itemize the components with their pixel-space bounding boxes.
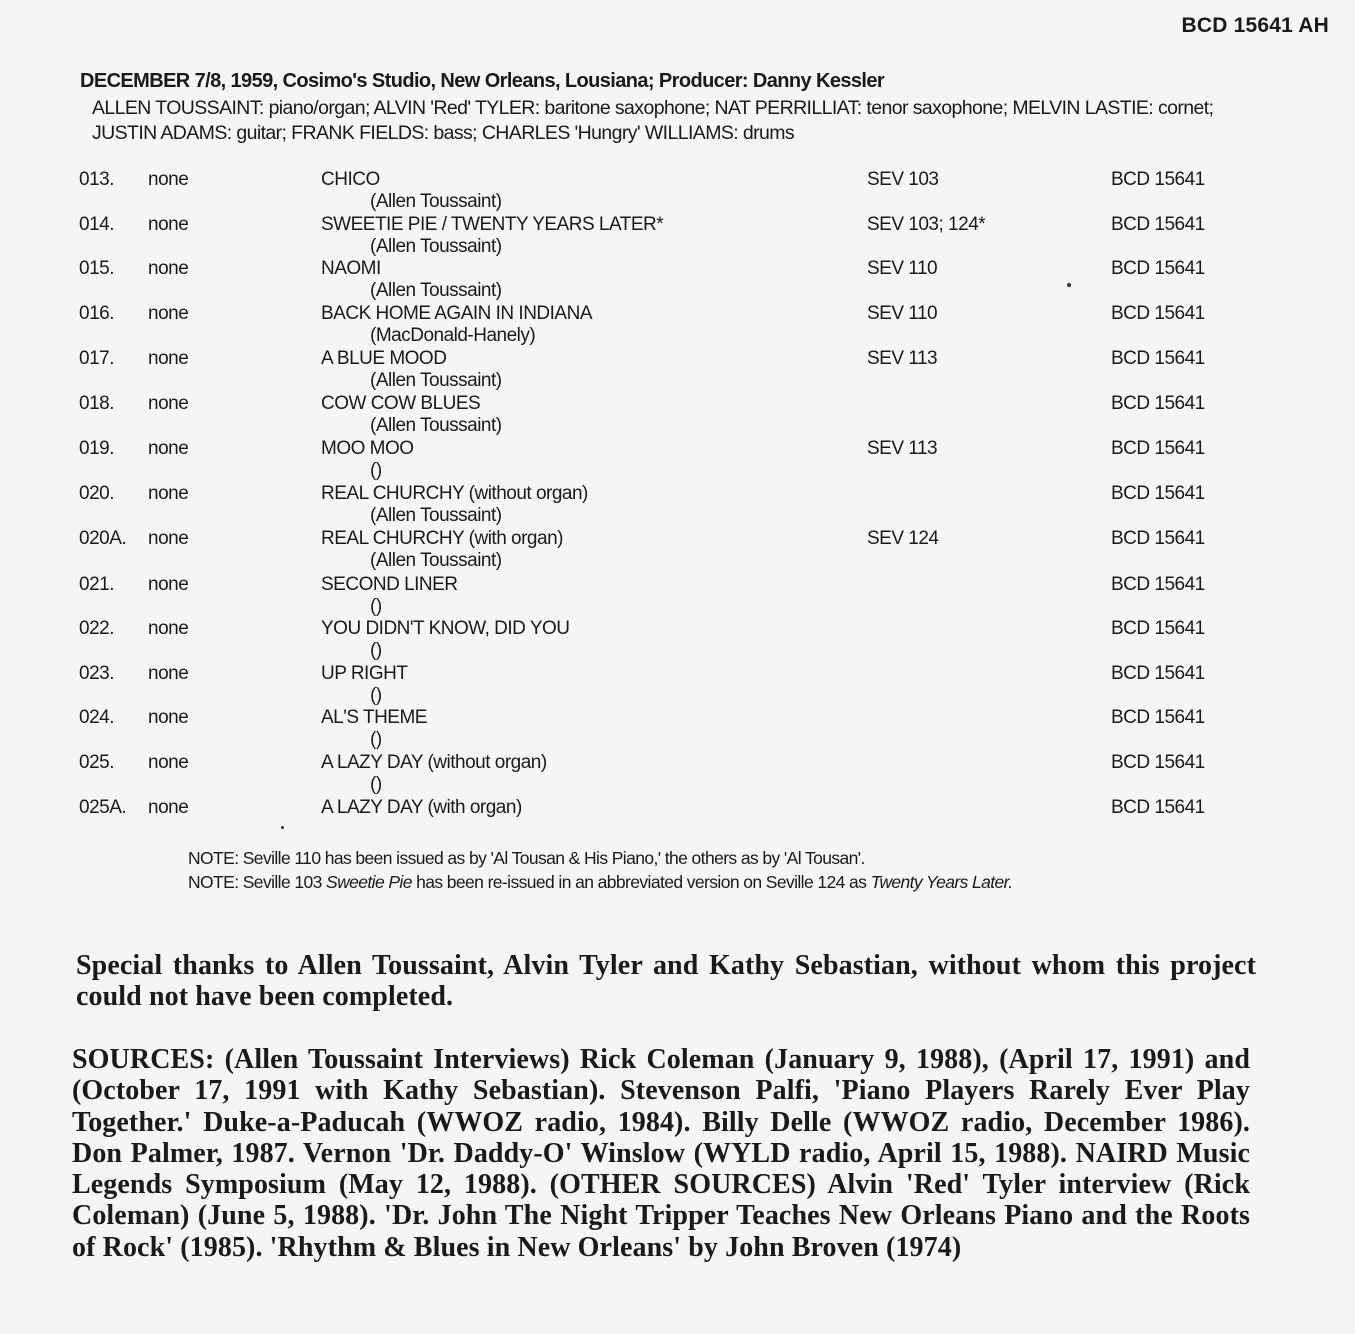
matrix-number: 017. — [79, 348, 114, 369]
note-title: Sweetie Pie — [326, 872, 412, 892]
cd-issue: BCD 15641 — [1111, 483, 1205, 504]
song-title: COW COW BLUES — [321, 393, 481, 414]
matrix-number: 016. — [79, 303, 114, 324]
composer-credit: () — [370, 596, 382, 617]
sources-paragraph: SOURCES: (Allen Toussaint Interviews) Rick Coleman (January 9, 1988), (April 17, 1991) and (October 17, 1991 with Kathy Sebastian). Stevenson Palfi, 'Piano Players Rarely Ever Play Together.' Duke-a-Paducah (WWOZ radio, 1984). Billy Delle (WWOZ radio, December 1986). Don Palmer, 1987. Vernon 'Dr. Daddy-O' Winslow (WYLD radio, April 15, 1988). NAIRD Music Legends Symposium (May 12, 1988). (OTHER SOURCES) Alvin 'Red' Tyler interview (Rick Coleman) (June 5, 1988). 'Dr. John The Night Tripper Teaches New Orleans Piano and the Roots of Rock' (1985). 'Rhythm & Blues in New Orleans' by John Broven (1974) — [72, 1044, 1250, 1263]
table-row — [0, 213, 1355, 258]
composer-credit: (Allen Toussaint) — [370, 191, 502, 212]
song-title: REAL CHURCHY (without organ) — [321, 483, 588, 504]
song-title: CHICO — [321, 169, 380, 190]
table-row — [0, 527, 1355, 572]
matrix-number: 015. — [79, 258, 114, 279]
original-release: SEV 113 — [867, 438, 938, 459]
table-row — [0, 617, 1355, 662]
song-title: REAL CHURCHY (with organ) — [321, 528, 563, 549]
notes — [188, 846, 1013, 894]
cd-issue: BCD 15641 — [1111, 797, 1205, 818]
cd-issue: BCD 15641 — [1111, 393, 1205, 414]
session-heading: DECEMBER 7/8, 1959, Cosimo's Studio, New Orleans, Lousiana; Producer: Danny Kessler — [80, 70, 885, 92]
song-title: SECOND LINER — [321, 574, 458, 595]
matrix-number: 021. — [79, 574, 114, 595]
take-number: none — [148, 438, 189, 459]
cd-issue: BCD 15641 — [1111, 303, 1205, 324]
take-number: none — [148, 574, 189, 595]
matrix-number: 024. — [79, 707, 114, 728]
song-title: A LAZY DAY (with organ) — [321, 797, 522, 818]
take-number: none — [148, 483, 189, 504]
matrix-number: 014. — [79, 214, 114, 235]
cd-issue: BCD 15641 — [1111, 169, 1205, 190]
matrix-number: 025. — [79, 752, 114, 773]
table-row — [0, 347, 1355, 392]
composer-credit: (Allen Toussaint) — [370, 280, 502, 301]
print-speck — [1067, 283, 1071, 287]
original-release: SEV 110 — [867, 258, 938, 279]
composer-credit: () — [370, 774, 382, 795]
cd-issue: BCD 15641 — [1111, 574, 1205, 595]
cd-issue: BCD 15641 — [1111, 663, 1205, 684]
take-number: none — [148, 348, 189, 369]
cd-issue: BCD 15641 — [1111, 438, 1205, 459]
catalog-number: BCD 15641 AH — [1181, 14, 1329, 37]
matrix-number: 025A. — [79, 797, 127, 818]
take-number: none — [148, 618, 189, 639]
print-speck — [281, 826, 284, 829]
cd-issue: BCD 15641 — [1111, 348, 1205, 369]
cd-issue: BCD 15641 — [1111, 214, 1205, 235]
original-release: SEV 110 — [867, 303, 938, 324]
composer-credit: () — [370, 640, 382, 661]
song-title: YOU DIDN'T KNOW, DID YOU — [321, 618, 570, 639]
composer-credit: (Allen Toussaint) — [370, 550, 502, 571]
take-number: none — [148, 663, 189, 684]
table-row — [0, 392, 1355, 437]
take-number: none — [148, 797, 189, 818]
table-row — [0, 168, 1355, 213]
song-title: UP RIGHT — [321, 663, 408, 684]
composer-credit: (Allen Toussaint) — [370, 505, 502, 526]
note-text: has been re-issued in an abbreviated version on Seville 124 as — [411, 872, 871, 892]
take-number: none — [148, 393, 189, 414]
song-title: MOO MOO — [321, 438, 414, 459]
table-row — [0, 751, 1355, 796]
table-row — [0, 662, 1355, 707]
song-title: NAOMI — [321, 258, 381, 279]
table-row — [0, 573, 1355, 618]
note-seville-103 — [188, 870, 1013, 894]
take-number: none — [148, 258, 189, 279]
take-number: none — [148, 528, 189, 549]
cd-issue: BCD 15641 — [1111, 528, 1205, 549]
song-title: A LAZY DAY (without organ) — [321, 752, 547, 773]
cd-issue: BCD 15641 — [1111, 752, 1205, 773]
note-text: NOTE: Seville 103 — [188, 872, 327, 892]
original-release: SEV 103 — [867, 169, 939, 190]
composer-credit: (Allen Toussaint) — [370, 415, 502, 436]
table-row — [0, 437, 1355, 482]
table-row — [0, 482, 1355, 527]
matrix-number: 013. — [79, 169, 114, 190]
original-release: SEV 103; 124* — [867, 214, 986, 235]
note-title: Twenty Years Later. — [870, 872, 1013, 892]
matrix-number: 019. — [79, 438, 114, 459]
table-row — [0, 796, 1355, 841]
composer-credit: (MacDonald-Hanely) — [370, 325, 536, 346]
composer-credit: (Allen Toussaint) — [370, 370, 502, 391]
matrix-number: 018. — [79, 393, 114, 414]
take-number: none — [148, 752, 189, 773]
song-title: BACK HOME AGAIN IN INDIANA — [321, 303, 592, 324]
table-row — [0, 302, 1355, 347]
song-title: A BLUE MOOD — [321, 348, 447, 369]
matrix-number: 020. — [79, 483, 114, 504]
table-row — [0, 706, 1355, 751]
song-title: SWEETIE PIE / TWENTY YEARS LATER* — [321, 214, 664, 235]
matrix-number: 023. — [79, 663, 114, 684]
take-number: none — [148, 214, 189, 235]
composer-credit: () — [370, 685, 382, 706]
cd-issue: BCD 15641 — [1111, 618, 1205, 639]
take-number: none — [148, 303, 189, 324]
composer-credit: (Allen Toussaint) — [370, 236, 502, 257]
take-number: none — [148, 169, 189, 190]
special-thanks: Special thanks to Allen Toussaint, Alvin Tyler and Kathy Sebastian, without whom this project could not have been completed. — [76, 950, 1256, 1012]
original-release: SEV 113 — [867, 348, 938, 369]
original-release: SEV 124 — [867, 528, 939, 549]
note-seville-110: NOTE: Seville 110 has been issued as by 'Al Tousan & His Piano,' the others as by 'Al Tousan'. — [188, 848, 865, 868]
cd-issue: BCD 15641 — [1111, 258, 1205, 279]
composer-credit: () — [370, 460, 382, 481]
cd-issue: BCD 15641 — [1111, 707, 1205, 728]
table-row — [0, 257, 1355, 302]
take-number: none — [148, 707, 189, 728]
session-personnel: ALLEN TOUSSAINT: piano/organ; ALVIN 'Red' TYLER: baritone saxophone; NAT PERRILLIAT: tenor saxophone; MELVIN LASTIE: cornet; JUSTIN ADAMS: guitar; FRANK FIELDS: bass; CHARLES 'Hungry' WILLIAMS: drums — [92, 97, 1214, 144]
matrix-number: 020A. — [79, 528, 127, 549]
matrix-number: 022. — [79, 618, 114, 639]
song-title: AL'S THEME — [321, 707, 427, 728]
composer-credit: () — [370, 729, 382, 750]
